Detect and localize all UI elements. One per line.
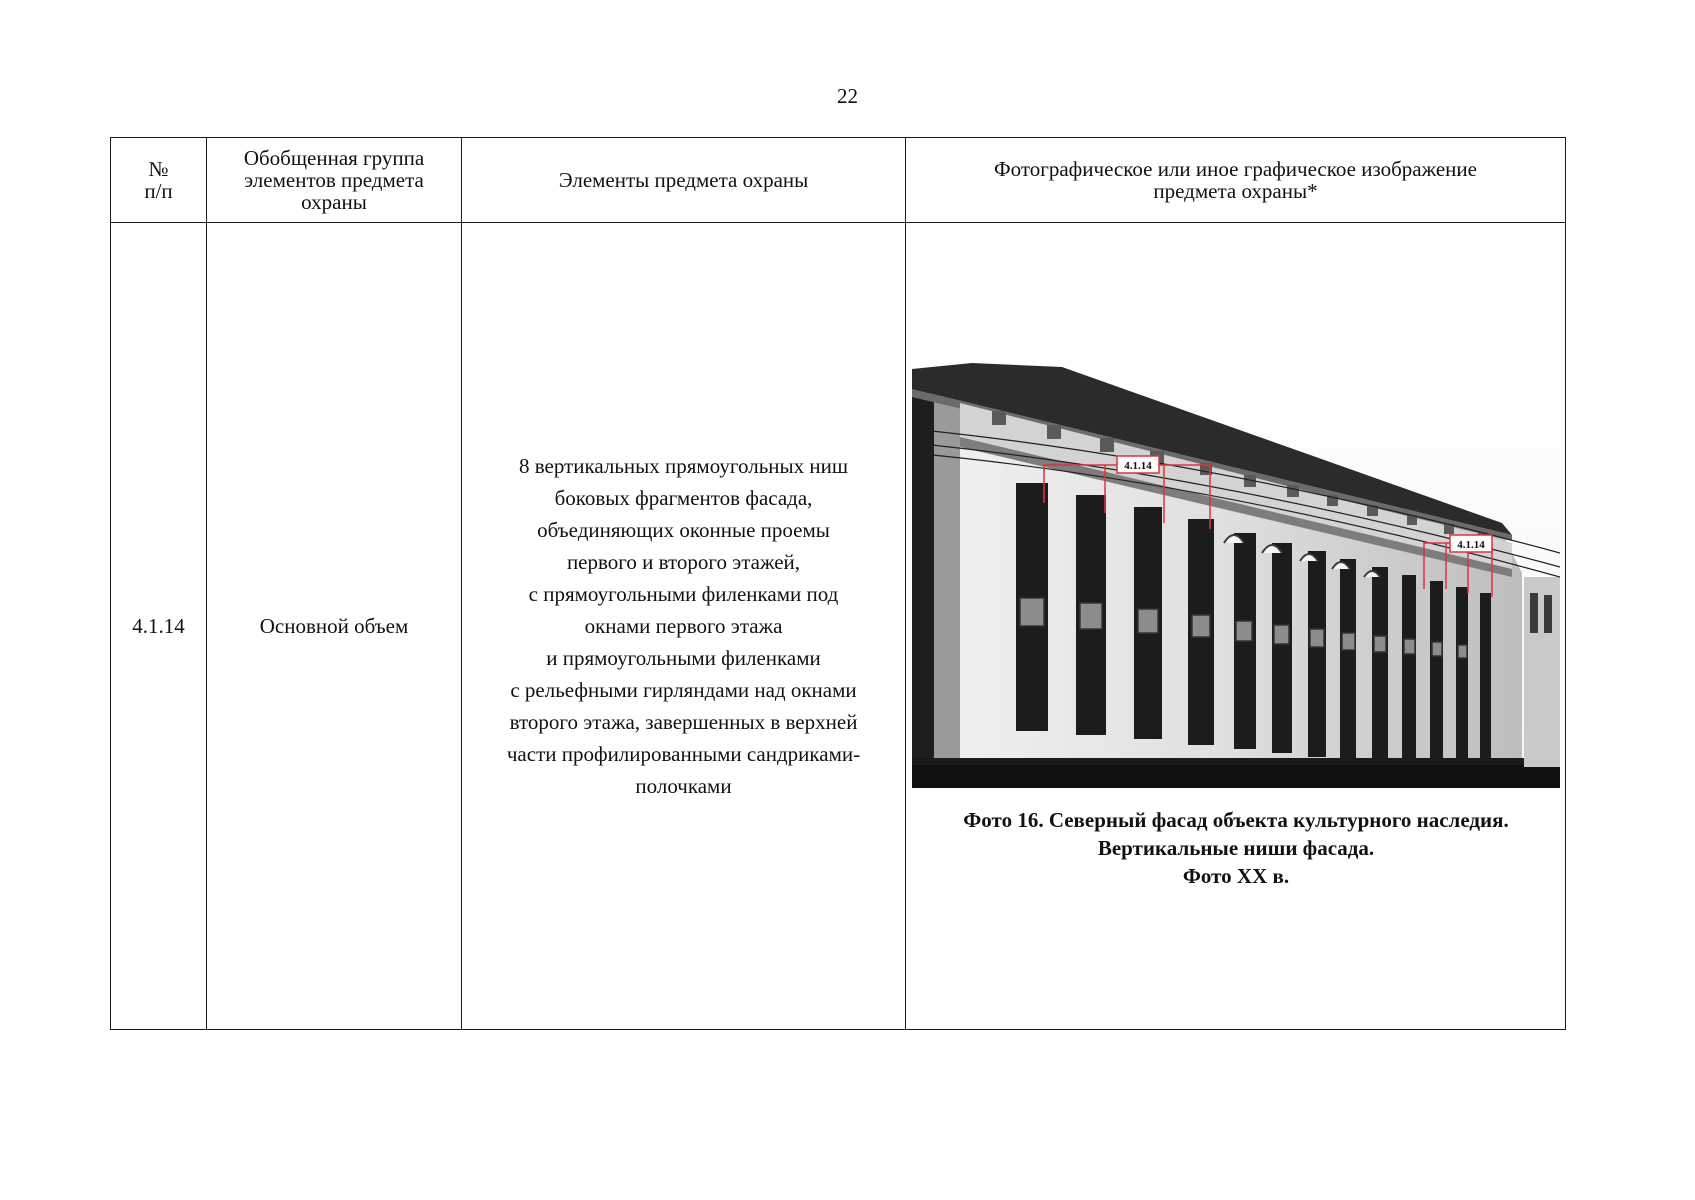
row-photo-cell — [906, 223, 1566, 1030]
row-number: 4.1.14 — [111, 223, 207, 1030]
elements-line: окнами первого этажа — [584, 614, 783, 638]
facade-photo — [912, 363, 1560, 788]
elements-line: второго этажа, завершенных в верхней — [509, 710, 858, 734]
elements-line: боковых фрагментов фасада, — [554, 486, 813, 510]
elements-line: объединяющих оконные проемы — [537, 518, 830, 542]
protection-table — [110, 137, 1566, 1030]
elements-line: с прямоугольными филенками под — [528, 582, 839, 606]
elements-line: полочками — [635, 774, 732, 798]
photo-figure — [912, 363, 1560, 890]
header-group-line: охраны — [301, 190, 367, 214]
caption-line: Фото XX в. — [1182, 863, 1290, 888]
annotation-label-text: 4.1.14 — [1124, 459, 1152, 472]
elements-line: первого и второго этажей, — [566, 550, 801, 574]
caption-line: Вертикальные ниши фасада. — [1097, 835, 1375, 860]
header-num — [111, 138, 207, 223]
row-group: Основной объем — [207, 223, 462, 1030]
elements-line: и прямоугольными филенками — [546, 646, 821, 670]
header-photo-line: Фотографическое или иное графическое изображение — [994, 157, 1477, 181]
row-elements — [462, 223, 906, 1030]
photo-caption — [912, 806, 1560, 890]
header-photo-line: предмета охраны* — [1153, 179, 1318, 203]
annotation-label-left — [1117, 456, 1159, 473]
header-photo — [906, 138, 1566, 223]
page-number: 22 — [837, 84, 858, 108]
table-header-row — [111, 138, 1566, 223]
caption-line: Фото 16. Северный фасад объекта культурного наследия. — [963, 807, 1509, 832]
header-elements: Элементы предмета охраны — [462, 138, 906, 223]
elements-line: с рельефными гирляндами над окнами — [510, 678, 857, 702]
annotation-label-text: 4.1.14 — [1457, 538, 1485, 551]
header-group-line: элементов предмета — [244, 168, 424, 192]
annotation-label-right — [1450, 535, 1492, 552]
elements-line: 8 вертикальных прямоугольных ниш — [518, 454, 849, 478]
header-num-line: № — [148, 157, 169, 181]
header-num-line: п/п — [144, 179, 173, 203]
table-row — [111, 223, 1566, 1030]
header-group — [207, 138, 462, 223]
header-group-line: Обобщенная группа — [243, 146, 425, 170]
elements-line: части профилированными сандриками- — [506, 742, 861, 766]
